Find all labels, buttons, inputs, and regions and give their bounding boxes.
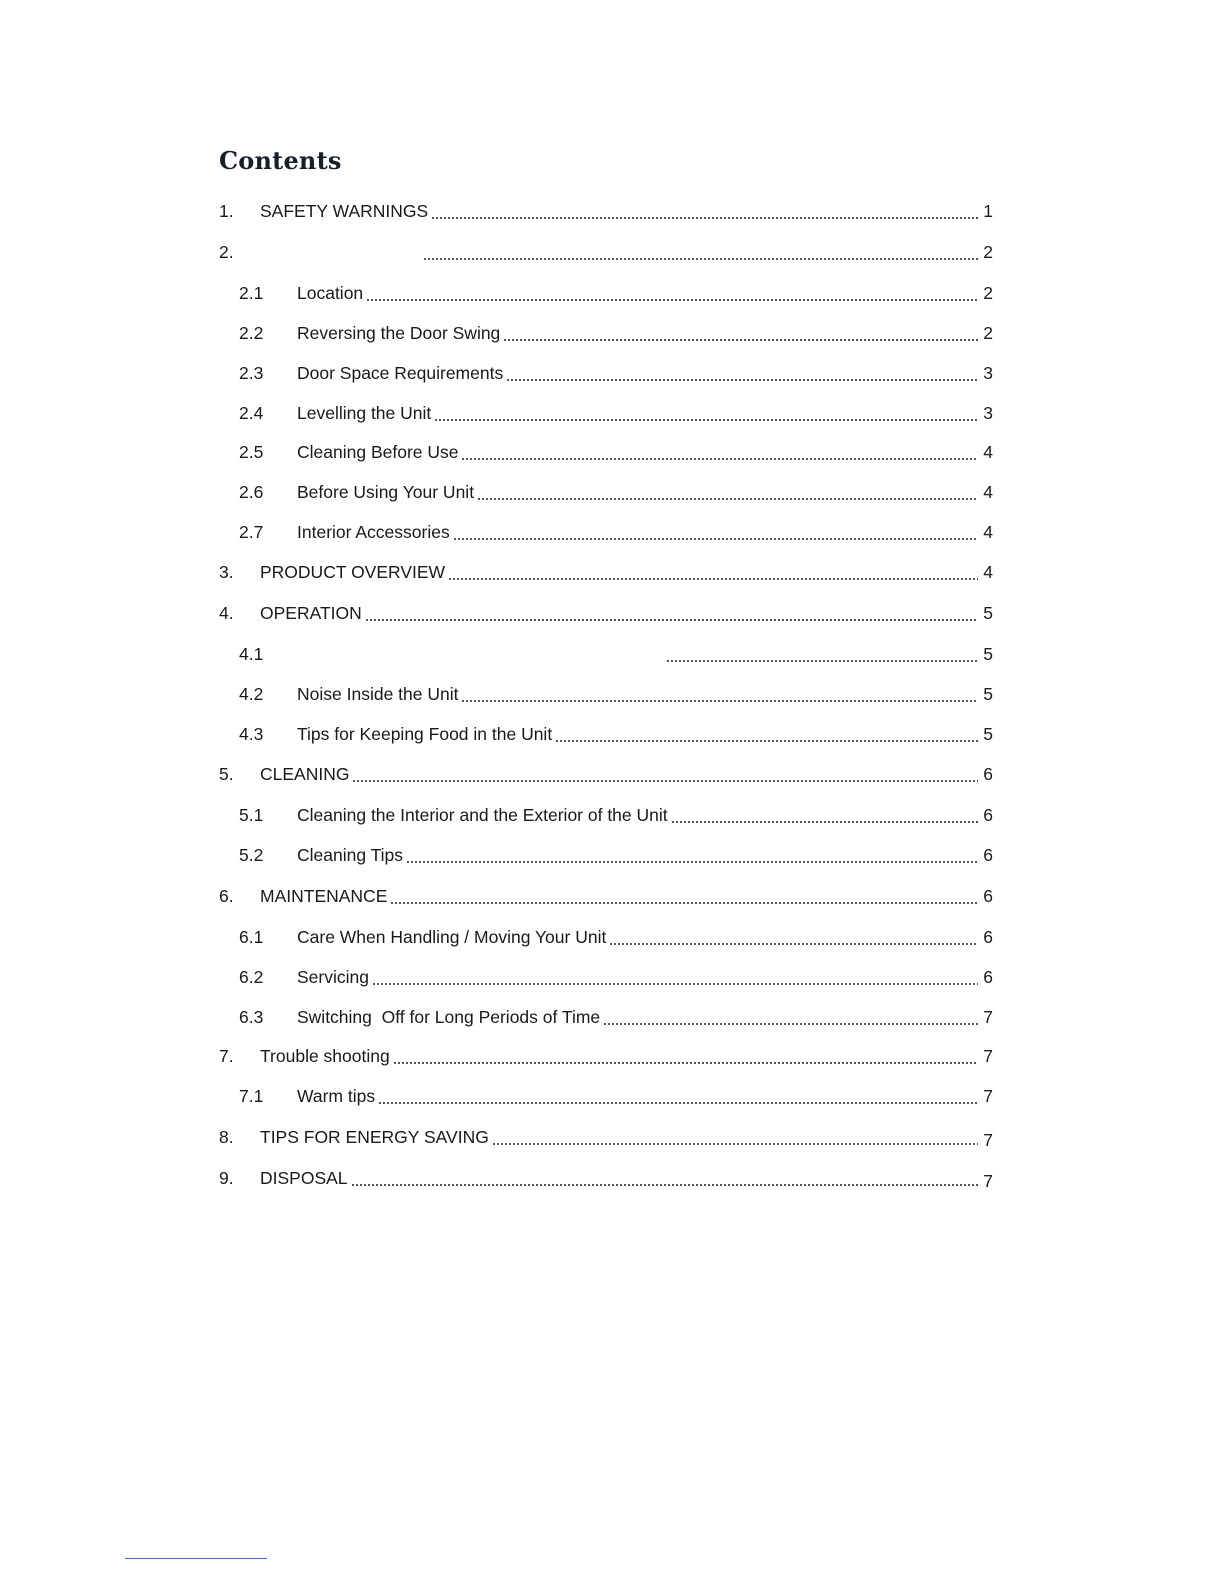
- toc-entry-8[interactable]: [219, 1122, 993, 1148]
- dot-leader: [390, 885, 978, 907]
- footnote-separator: [125, 1558, 267, 1559]
- dot-leader: [406, 844, 978, 866]
- dot-leader: [366, 282, 978, 304]
- toc-entry-number: 2.4: [239, 403, 264, 423]
- toc-entry-title: SAFETY WARNINGS: [260, 201, 429, 221]
- dot-leader: [609, 926, 978, 948]
- toc-entry-3[interactable]: [219, 557, 993, 583]
- toc-entry-title: Cleaning the Interior and the Exterior of the Unit: [297, 805, 668, 825]
- toc-entry-title: [260, 241, 420, 263]
- toc-entry-page: 6: [983, 886, 993, 906]
- toc-entry-page: 7: [983, 1130, 993, 1150]
- toc-entry-2[interactable]: [219, 237, 993, 263]
- dot-leader: [666, 643, 978, 665]
- toc-entry-number: 2.5: [239, 442, 264, 462]
- dot-leader: [365, 602, 978, 624]
- toc-entry-5-1[interactable]: [239, 800, 993, 826]
- toc-entry-title: Care When Handling / Moving Your Unit: [297, 927, 607, 947]
- toc-entry-number: 5.2: [239, 845, 264, 865]
- toc-entry-9[interactable]: [219, 1163, 993, 1189]
- toc-entry-title: Door Space Requirements: [297, 363, 504, 383]
- toc-entry-number: 6.3: [239, 1007, 264, 1027]
- dot-leader: [448, 561, 978, 583]
- toc-entry-page: 6: [983, 845, 993, 865]
- dot-leader: [393, 1045, 978, 1067]
- toc-entry-title: Switching Off for Long Periods of Time: [297, 1007, 601, 1027]
- toc-entry-page: 6: [983, 967, 993, 987]
- toc-entry-page: 3: [983, 363, 993, 383]
- toc-entry-title: OPERATION: [260, 603, 362, 623]
- toc-entry-title: Noise Inside the Unit: [297, 684, 459, 704]
- dot-leader: [503, 322, 978, 344]
- toc-entry-number: 4.1: [239, 644, 264, 664]
- dot-leader: [352, 763, 978, 785]
- toc-entry-5[interactable]: [219, 759, 993, 785]
- toc-entry-number: 2.3: [239, 363, 264, 383]
- toc-entry-page: 2: [983, 323, 993, 343]
- toc-entry-2-1[interactable]: [239, 278, 993, 304]
- toc-entry-title: Servicing: [297, 967, 369, 987]
- toc-entry-page: 1: [983, 201, 993, 221]
- toc-entry-2-5[interactable]: [239, 437, 993, 463]
- dot-leader: [555, 723, 978, 745]
- toc-entry-6-2[interactable]: [239, 962, 993, 988]
- toc-entry-title: Warm tips: [297, 1086, 376, 1106]
- toc-entry-page: 4: [983, 522, 993, 542]
- toc-entry-2-3[interactable]: [239, 358, 993, 384]
- toc-entry-number: 2.7: [239, 522, 264, 542]
- toc-entry-number: 2.: [219, 242, 234, 262]
- toc-entry-4-1[interactable]: [239, 639, 993, 665]
- dot-leader: [461, 441, 978, 463]
- dot-leader: [671, 804, 978, 826]
- toc-entry-number: 6.: [219, 886, 234, 906]
- toc-entry-1[interactable]: [219, 196, 993, 222]
- toc-entry-page: 4: [983, 442, 993, 462]
- dot-leader: [378, 1085, 978, 1107]
- toc-entry-2-2[interactable]: [239, 318, 993, 344]
- toc-entry-page: 7: [983, 1007, 993, 1027]
- toc-entry-title: Cleaning Tips: [297, 845, 404, 865]
- toc-entry-number: 4.: [219, 603, 234, 623]
- toc-entry-page: 5: [983, 684, 993, 704]
- toc-entry-title: TIPS FOR ENERGY SAVING: [260, 1127, 489, 1147]
- toc-entry-title: Levelling the Unit: [297, 403, 432, 423]
- toc-entry-title: Cleaning Before Use: [297, 442, 459, 462]
- toc-entry-number: 1.: [219, 201, 234, 221]
- dot-leader: [431, 200, 978, 222]
- toc-entry-number: 2.6: [239, 482, 264, 502]
- toc-entry-number: 7.: [219, 1046, 234, 1066]
- toc-entry-page: 4: [983, 562, 993, 582]
- toc-entry-page: 7: [983, 1046, 993, 1066]
- toc-entry-number: 5.1: [239, 805, 264, 825]
- toc-entry-page: 6: [983, 764, 993, 784]
- toc-entry-7[interactable]: [219, 1041, 993, 1067]
- toc-entry-number: 4.3: [239, 724, 264, 744]
- toc-entry-title: Location: [297, 283, 364, 303]
- dot-leader: [461, 683, 978, 705]
- toc-entry-6[interactable]: [219, 881, 993, 907]
- toc-entry-title: Before Using Your Unit: [297, 482, 475, 502]
- toc-entry-page: 6: [983, 927, 993, 947]
- dot-leader: [603, 1006, 978, 1028]
- toc-entry-4-3[interactable]: [239, 719, 993, 745]
- toc-entry-page: 5: [983, 603, 993, 623]
- dot-leader: [423, 241, 978, 263]
- toc-entry-number: 8.: [219, 1127, 234, 1147]
- toc-entry-page: 3: [983, 403, 993, 423]
- toc-entry-page: 6: [983, 805, 993, 825]
- toc-entry-number: 7.1: [239, 1086, 264, 1106]
- toc-entry-title: Reversing the Door Swing: [297, 323, 501, 343]
- toc-entry-title: DISPOSAL: [260, 1168, 348, 1188]
- dot-leader: [453, 521, 978, 543]
- toc-entry-number: 5.: [219, 764, 234, 784]
- dot-leader: [434, 402, 978, 424]
- dot-leader: [351, 1167, 978, 1189]
- toc-entry-page: 7: [983, 1086, 993, 1106]
- toc-entry-2-7[interactable]: [239, 517, 993, 543]
- toc-entry-number: 9.: [219, 1168, 234, 1188]
- toc-entry-7-1[interactable]: [239, 1081, 993, 1107]
- toc-entry-4-2[interactable]: [239, 679, 993, 705]
- toc-entry-6-1[interactable]: [239, 922, 993, 948]
- toc-entry-title: Interior Accessories: [297, 522, 450, 542]
- dot-leader: [477, 481, 978, 503]
- toc-entry-number: 4.2: [239, 684, 264, 704]
- toc-entry-number: 6.1: [239, 927, 264, 947]
- toc-heading: Contents: [219, 146, 342, 175]
- toc-entry-title: [297, 643, 663, 665]
- toc-entry-page: 2: [983, 283, 993, 303]
- toc-entry-page: 2: [983, 242, 993, 262]
- dot-leader: [506, 362, 978, 384]
- toc-entry-title: MAINTENANCE: [260, 886, 388, 906]
- toc-entry-4[interactable]: [219, 598, 993, 624]
- toc-entry-page: 7: [983, 1171, 993, 1191]
- toc-entry-title: CLEANING: [260, 764, 350, 784]
- dot-leader: [372, 966, 978, 988]
- toc-entry-number: 6.2: [239, 967, 264, 987]
- toc-entry-2-4[interactable]: [239, 398, 993, 424]
- toc-entry-title: Trouble shooting: [260, 1046, 390, 1066]
- toc-entry-page: 5: [983, 724, 993, 744]
- toc-entry-2-6[interactable]: [239, 477, 993, 503]
- toc-entry-title: PRODUCT OVERVIEW: [260, 562, 446, 582]
- toc-entry-5-2[interactable]: [239, 840, 993, 866]
- toc-entry-number: 2.2: [239, 323, 264, 343]
- toc-entry-page: 5: [983, 644, 993, 664]
- toc-entry-number: 2.1: [239, 283, 264, 303]
- dot-leader: [492, 1126, 978, 1148]
- toc-entry-page: 4: [983, 482, 993, 502]
- toc-entry-title: Tips for Keeping Food in the Unit: [297, 724, 553, 744]
- toc-entry-6-3[interactable]: [239, 1002, 993, 1028]
- toc-entry-number: 3.: [219, 562, 234, 582]
